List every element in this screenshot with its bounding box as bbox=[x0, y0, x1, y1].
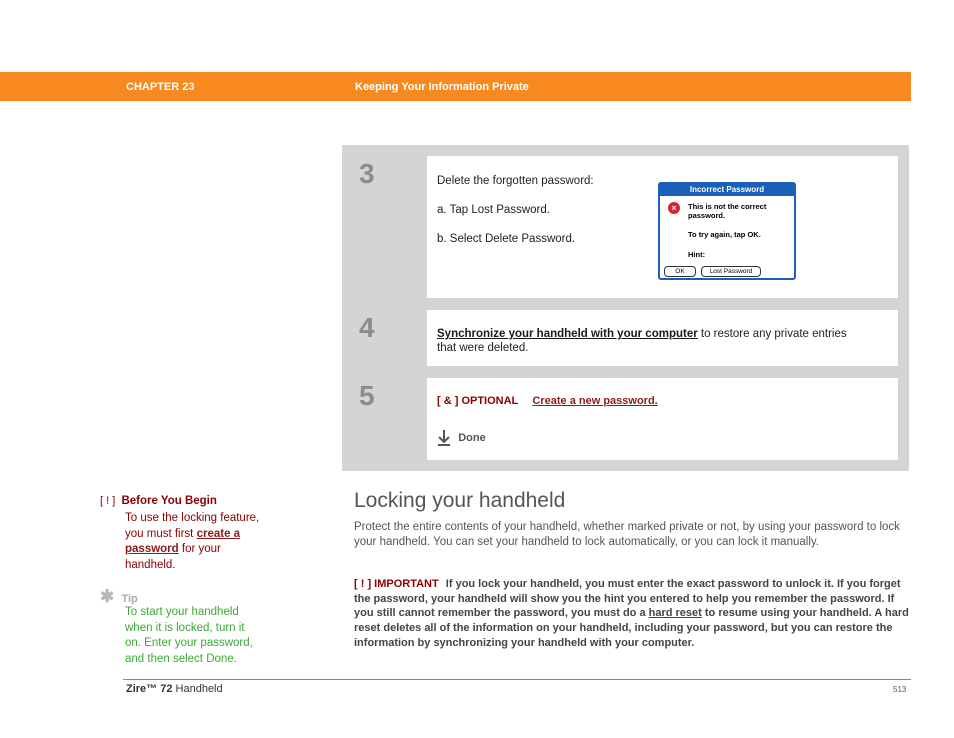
before-text-line-4: handheld. bbox=[125, 558, 176, 571]
step-number: 5 bbox=[359, 380, 375, 411]
before-you-begin-text bbox=[125, 511, 259, 573]
tip-line: and then select Done. bbox=[125, 652, 237, 665]
section-body: Protect the entire contents of your handheld, whether marked private or not, by using your password to lock your handheld. You can set your handheld to lock automatically, or you can lock it manually. bbox=[354, 521, 900, 548]
chapter-title: Keeping Your Information Private bbox=[355, 81, 529, 93]
step-number-column bbox=[353, 378, 427, 460]
important-text-after: to resume using your handheld. A hard reset deletes all of the information on your handheld, including your password, but you can restore the information by synchronizing your handheld with your computer. bbox=[354, 607, 909, 649]
tip-line: on. Enter your password, bbox=[125, 637, 253, 649]
step-3-item-b: b. Select Delete Password. bbox=[437, 233, 576, 245]
error-x-icon: × bbox=[668, 202, 680, 214]
product-suffix: Handheld bbox=[172, 683, 223, 695]
dialog-title: Incorrect Password bbox=[660, 184, 794, 196]
before-text-line-2 bbox=[125, 527, 259, 543]
important-tag: [ ! ] IMPORTANT bbox=[354, 578, 439, 590]
dialog-line-1: This is not the correct bbox=[688, 202, 767, 211]
before-you-begin-note bbox=[100, 494, 217, 510]
step-number-column bbox=[353, 310, 427, 366]
step-3 bbox=[353, 156, 898, 298]
chapter-label: CHAPTER 23 bbox=[126, 81, 195, 93]
tip-text bbox=[125, 605, 253, 667]
tip-line: when it is locked, turn it bbox=[125, 621, 245, 634]
section-title: Locking your handheld bbox=[354, 489, 566, 512]
hard-reset-link[interactable]: hard reset bbox=[648, 607, 702, 620]
step-number: 4 bbox=[359, 312, 375, 343]
page-number: 513 bbox=[893, 685, 907, 694]
before-text-2: you must first bbox=[125, 527, 197, 540]
step-4 bbox=[353, 310, 898, 366]
before-text-line-3 bbox=[125, 542, 259, 558]
incorrect-password-dialog bbox=[658, 182, 796, 280]
step-4-text-after: to restore any private entries bbox=[697, 328, 847, 340]
step-5 bbox=[353, 378, 898, 460]
important-note bbox=[354, 577, 910, 651]
step-3-intro: Delete the forgotten password: bbox=[437, 175, 594, 187]
before-text-3: for your bbox=[178, 543, 221, 555]
optional-tag: [ & ] OPTIONAL bbox=[437, 395, 519, 407]
dialog-line-2: password. bbox=[688, 211, 726, 220]
step-4-line-2: that were deleted. bbox=[437, 342, 529, 354]
step-3-item-a: a. Tap Lost Password. bbox=[437, 204, 550, 216]
create-a-password-link[interactable]: create a bbox=[196, 527, 241, 540]
step-number-column bbox=[353, 156, 427, 298]
synchronize-link[interactable]: Synchronize your handheld with your computer bbox=[437, 328, 698, 340]
down-arrow-icon bbox=[437, 430, 451, 446]
create-password-link[interactable]: Create a new password. bbox=[532, 395, 658, 407]
dialog-hint-label: Hint: bbox=[688, 250, 706, 259]
step-5-optional-line bbox=[437, 395, 658, 407]
tip-title: Tip bbox=[121, 593, 138, 605]
before-tag: [ ! ] bbox=[100, 495, 116, 507]
asterisk-icon: ✱ bbox=[100, 587, 115, 606]
ok-button: OK bbox=[664, 266, 696, 277]
before-title: Before You Begin bbox=[121, 495, 217, 507]
product-name: Zire™ 72 bbox=[126, 683, 173, 695]
before-text-line-1: To use the locking feature, bbox=[125, 512, 260, 524]
step-number: 3 bbox=[359, 158, 375, 189]
done-row bbox=[437, 430, 486, 446]
step-4-text bbox=[437, 328, 847, 340]
dialog-line-3: To try again, tap OK. bbox=[688, 230, 761, 239]
done-label: Done bbox=[458, 432, 486, 445]
lost-password-button: Lost Password bbox=[701, 266, 761, 277]
tip-line: To start your handheld bbox=[125, 606, 239, 618]
important-text-before: If you lock your handheld, you must enter the exact password to unlock it. If you forget the password, your handheld will show you the hint you entered to help you remember the password. If you still cannot remember the password, you must do a bbox=[354, 578, 901, 620]
password-link[interactable]: password bbox=[125, 543, 179, 555]
footer-divider bbox=[123, 679, 911, 680]
footer-product bbox=[126, 683, 223, 695]
